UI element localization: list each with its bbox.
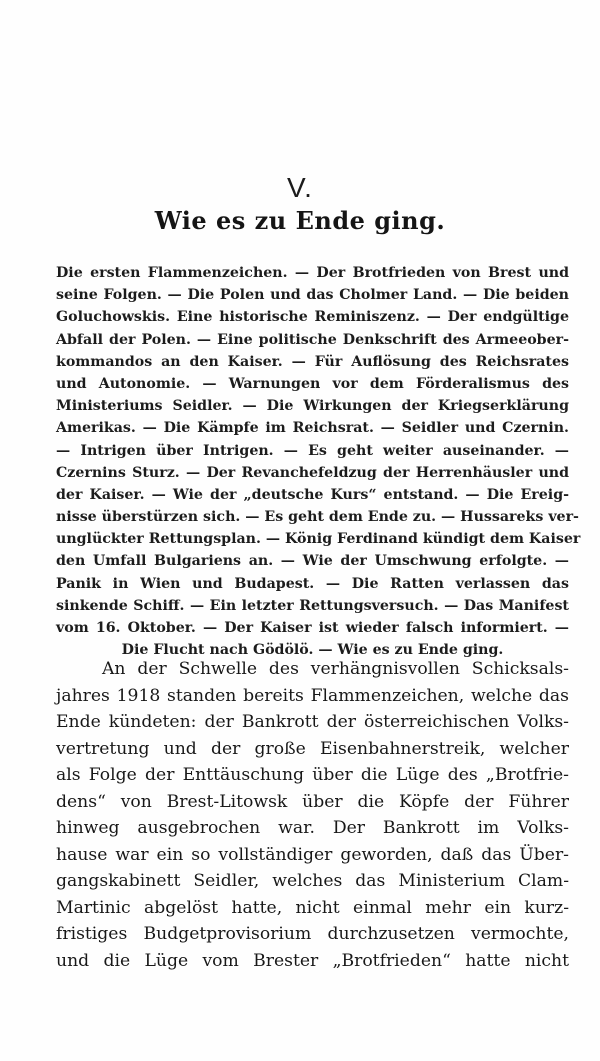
body-line: jahres 1918 standen bereits Flammenzeichen, welche das	[56, 685, 569, 706]
body-line: und die Lüge vom Brester „Brotfrieden“ hatte nicht	[56, 950, 569, 971]
body-line: fristiges Budgetprovisorium durchzusetzen vermochte,	[56, 924, 569, 944]
summary-line: kommandos an den Kaiser. — Für Auflösung des Reichsrates	[56, 353, 569, 370]
summary-line: unglückter Rettungsplan. — König Ferdinand kündigt dem Kaiser	[56, 531, 581, 548]
summary-line: und Autonomie. — Warnungen vor dem Förderalismus des	[56, 375, 569, 392]
summary-line: seine Folgen. — Die Polen und das Cholmer Land. — Die beiden	[56, 287, 569, 304]
chapter-number: V.	[287, 172, 313, 203]
summary-line: der Kaiser. — Wie der „deutsche Kurs“ entstand. — Die Ereig-	[56, 486, 569, 503]
body-line: vertretung und der große Eisenbahnerstreik, welcher	[56, 738, 569, 759]
summary-line: Czernins Sturz. — Der Revanchefeldzug der Herrenhäusler und	[56, 464, 569, 481]
summary-line: Ministeriums Seidler. — Die Wirkungen der Kriegserklärung	[56, 398, 569, 415]
body-line: gangskabinett Seidler, welches das Ministerium Clam-	[56, 871, 569, 891]
body-paragraph	[56, 656, 569, 974]
summary-line: Abfall der Polen. — Eine politische Denkschrift des Armeeober-	[56, 331, 569, 348]
body-line: Martinic abgelöst hatte, nicht einmal mehr ein kurz-	[56, 897, 569, 918]
summary-line: Amerikas. — Die Kämpfe im Reichsrat. — Seidler und Czernin.	[56, 420, 569, 437]
body-line-first: An der Schwelle des verhängnisvollen Schicksals-	[102, 659, 569, 679]
body-line: dens“ von Brest-Litowsk über die Köpfe der Führer	[56, 791, 569, 812]
body-line: hinweg ausgebrochen war. Der Bankrott im Volks-	[56, 818, 569, 838]
summary-line: nisse überstürzen sich. — Es geht dem Ende zu. — Hussareks ver-	[56, 509, 579, 526]
summary-line: Panik in Wien und Budapest. — Die Ratten verlassen das	[56, 575, 569, 592]
chapter-summary	[56, 262, 581, 661]
summary-line: sinkende Schiff. — Ein letzter Rettungsversuch. — Das Manifest	[56, 597, 569, 614]
chapter-title: Wie es zu Ende ging.	[154, 206, 446, 235]
summary-line: Die ersten Flammenzeichen. — Der Brotfrieden von Brest und	[56, 265, 569, 281]
summary-line: Goluchowskis. Eine historische Reminiszenz. — Der endgültige	[56, 309, 569, 326]
summary-line-last: Die Flucht nach Gödölö. — Wie es zu Ende ging.	[121, 642, 504, 659]
body-line: hause war ein so vollständiger geworden, daß das Über-	[56, 844, 569, 865]
body-line: als Folge der Enttäuschung über die Lüge des „Brotfrie-	[56, 765, 569, 785]
summary-line: vom 16. Oktober. — Der Kaiser ist wieder falsch informiert. —	[56, 620, 569, 636]
summary-line: — Intrigen über Intrigen. — Es geht weiter auseinander. —	[56, 442, 569, 459]
body-line: Ende kündeten: der Bankrott der österreichischen Volks-	[56, 712, 569, 732]
summary-line: den Umfall Bulgariens an. — Wie der Umschwung erfolgte. —	[56, 553, 569, 570]
